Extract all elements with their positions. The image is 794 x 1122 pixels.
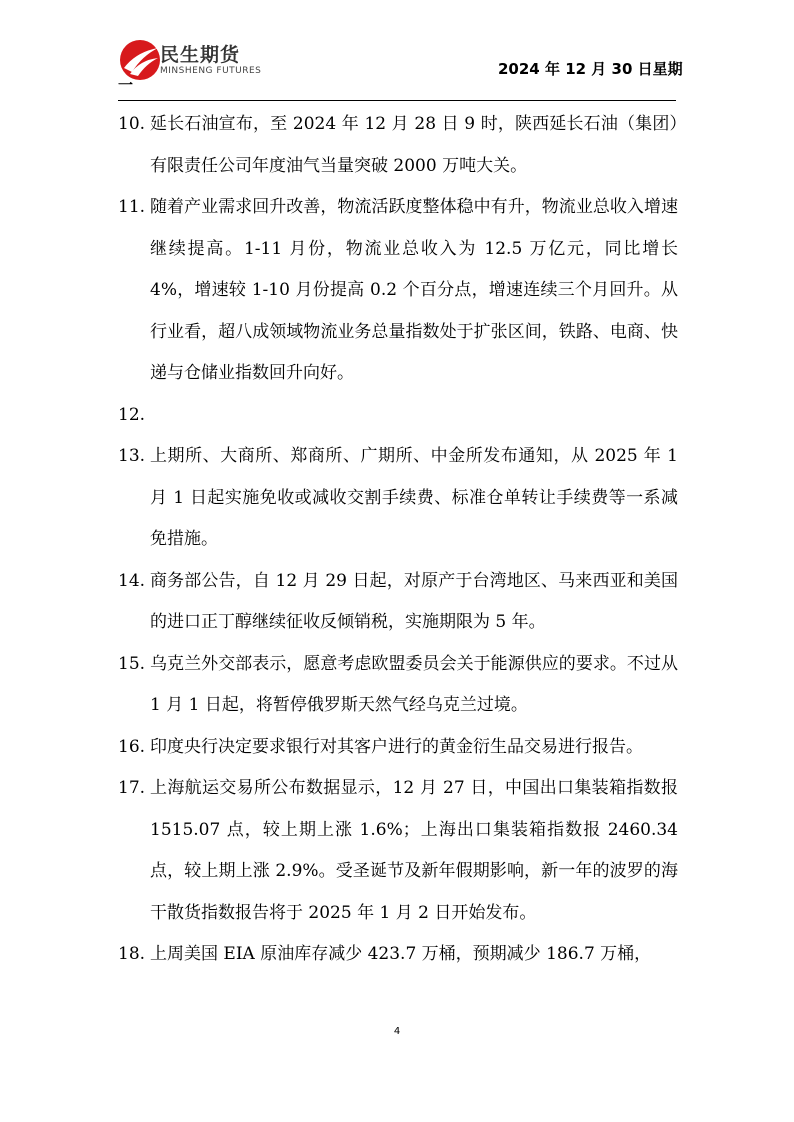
list-item [118, 395, 678, 437]
brand-name-cn: 民生期货 [160, 44, 241, 66]
item-number: 18. [118, 944, 146, 964]
item-text: 上海航运交易所公布数据显示，12 月 27 日，中国出口集装箱指数报 1515.07 点，较上期上涨 1.6%；上海出口集装箱指数报 2460.34 点，较上期上涨 2.9%。受圣诞节及新年假期影响，新一年的波罗的海干散货指数报告将于 2025 年 1 月 2 日开始发布。 [150, 778, 678, 923]
header-divider [118, 100, 676, 101]
item-number: 17. [118, 778, 146, 798]
item-number: 14. [118, 570, 146, 591]
item-number: 13. [118, 446, 146, 466]
item-text: 印度央行决定要求银行对其客户进行的黄金衍生品交易进行报告。 [150, 736, 643, 757]
report-date-weekday: 一 [118, 76, 134, 94]
item-text: 随着产业需求回升改善，物流活跃度整体稳中有升，物流业总收入增速继续提高。1-11 月份，物流业总收入为 12.5 万亿元，同比增长 4%，增速较 1-10 月份提高 0.2 个百分点，增速连续三个月回升。从行业看，超八成领域物流业务总量指数处于扩张区间，铁路、电商、快递与仓储业指数回升向好。 [150, 197, 678, 383]
page-header [0, 0, 794, 100]
brand-name-en: MINSHENG FUTURES [160, 66, 262, 76]
item-number: 15. [118, 653, 146, 674]
list-item [118, 561, 678, 644]
list-item [118, 934, 678, 976]
page-number: 4 [393, 1026, 401, 1037]
report-date: 2024 年 12 月 30 日星期 [498, 60, 683, 78]
item-number: 12. [118, 404, 146, 425]
item-number: 16. [118, 736, 146, 757]
list-item [118, 187, 678, 395]
list-item [118, 727, 678, 769]
list-item [118, 436, 678, 561]
news-list [118, 104, 678, 976]
item-text: 上周美国 EIA 原油库存减少 423.7 万桶，预期减少 186.7 万桶， [150, 944, 652, 964]
list-item [118, 104, 678, 187]
item-number: 11. [118, 197, 146, 217]
item-text: 乌克兰外交部表示，愿意考虑欧盟委员会关于能源供应的要求。不过从 1 月 1 日起，将暂停俄罗斯天然气经乌克兰过境。 [150, 653, 678, 715]
list-item [118, 644, 678, 727]
list-item [118, 768, 678, 934]
item-text: 延长石油宣布，至 2024 年 12 月 28 日 9 时，陕西延长石油（集团）有限责任公司年度油气当量突破 2000 万吨大关。 [150, 114, 678, 176]
item-text: 上期所、大商所、郑商所、广期所、中金所发布通知，从 2025 年 1 月 1 日起实施免收或减收交割手续费、标准仓单转让手续费等一系减免措施。 [150, 446, 678, 549]
item-text: 商务部公告，自 12 月 29 日起，对原产于台湾地区、马来西亚和美国的进口正丁醇继续征收反倾销税，实施期限为 5 年。 [150, 570, 678, 632]
item-number: 10. [118, 114, 146, 134]
